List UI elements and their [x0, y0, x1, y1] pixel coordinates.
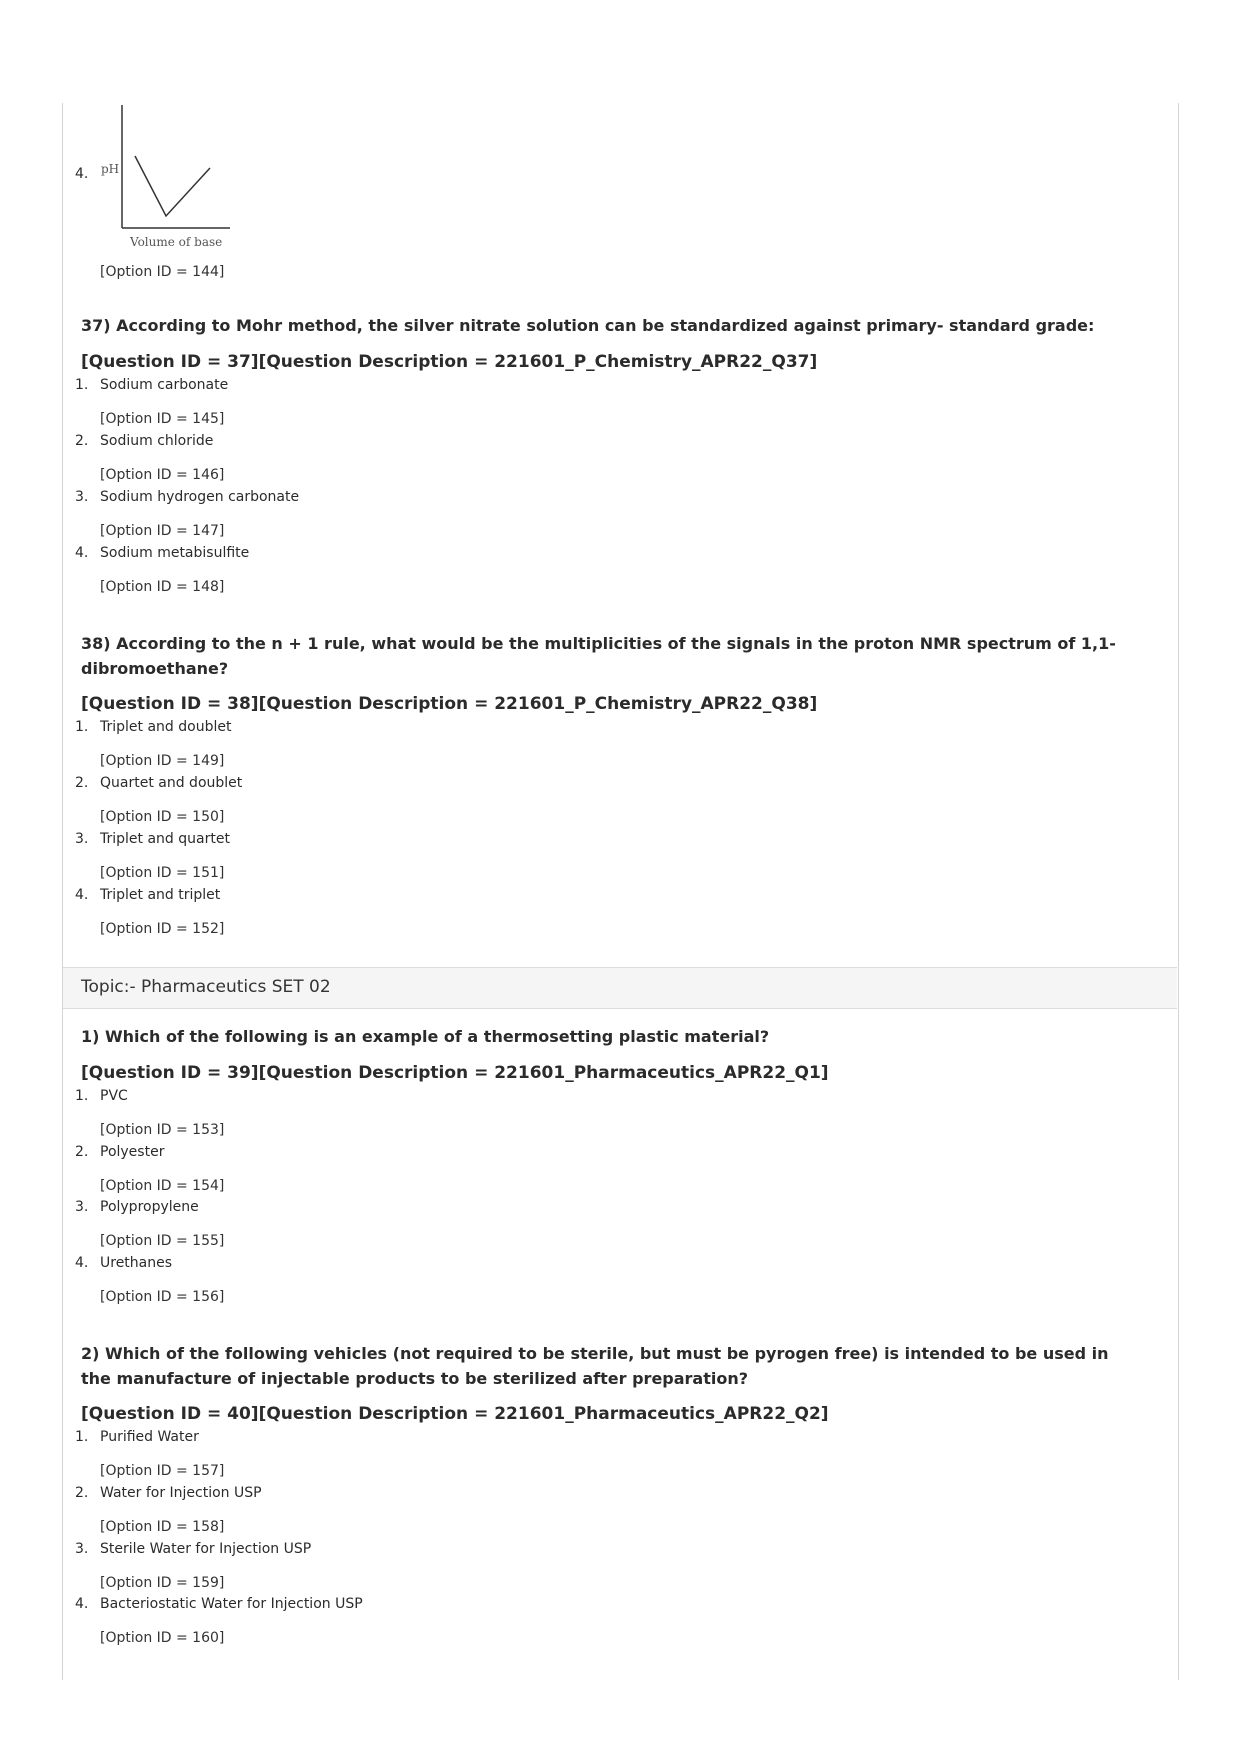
option-number: 3.: [75, 489, 89, 505]
curve: [135, 156, 210, 216]
option-text: Bacteriostatic Water for Injection USP: [100, 1596, 363, 1612]
question-id: [Question ID = 39][Question Description = 221601_Pharmaceutics_APR22_Q1]: [81, 1063, 829, 1083]
option-number: 2.: [75, 1485, 89, 1501]
question-id: [Question ID = 38][Question Description = 221601_P_Chemistry_APR22_Q38]: [81, 694, 818, 714]
option-number: 2.: [75, 775, 89, 791]
option-text: Sterile Water for Injection USP: [100, 1541, 312, 1557]
question-title: 2) Which of the following vehicles (not required to be sterile, but must be pyrogen free) is intended to be used in the manufacture of injectable products to be sterilized after preparation?: [81, 1344, 1109, 1388]
option-number: 1.: [75, 377, 89, 393]
option-text: Water for Injection USP: [100, 1485, 262, 1501]
option-number: 3.: [75, 1199, 89, 1215]
option-number: 4.: [75, 887, 89, 903]
option-number: 3.: [75, 831, 89, 847]
option-text: Sodium hydrogen carbonate: [100, 489, 300, 505]
topic-header: [63, 967, 1177, 1009]
option-number: 1.: [75, 1429, 89, 1445]
option-id: [Option ID = 153]: [100, 1122, 225, 1138]
option-number: 4.: [75, 1596, 89, 1612]
option-id: [Option ID = 144]: [100, 264, 225, 280]
option-number: 1.: [75, 719, 89, 735]
option-text: Sodium carbonate: [100, 377, 229, 393]
option-text: Triplet and doublet: [100, 719, 232, 735]
option-text: Sodium metabisulfite: [100, 545, 250, 561]
option-id: [Option ID = 154]: [100, 1178, 225, 1194]
question-title: 38) According to the n + 1 rule, what would be the multiplicities of the signals in the proton NMR spectrum of 1,1-dibromoethane?: [81, 634, 1116, 678]
option-number: 2.: [75, 1144, 89, 1160]
option-id: [Option ID = 160]: [100, 1630, 225, 1646]
option-text: Purified Water: [100, 1429, 199, 1445]
question-title: 1) Which of the following is an example of a thermosetting plastic material?: [81, 1027, 770, 1046]
option-text: Polyester: [100, 1144, 165, 1160]
option-number: 4.: [75, 545, 89, 561]
option-text: Triplet and quartet: [100, 831, 230, 847]
question-title: 37) According to Mohr method, the silver nitrate solution can be standardized against primary- standard grade:: [81, 316, 1095, 335]
question-id: [Question ID = 40][Question Description = 221601_Pharmaceutics_APR22_Q2]: [81, 1404, 829, 1424]
option-number: 1.: [75, 1088, 89, 1104]
option-id: [Option ID = 151]: [100, 865, 225, 881]
x-axis-label: Volume of base: [130, 235, 223, 249]
topic-title: Topic:- Pharmaceutics SET 02: [81, 977, 331, 997]
option-number: 3.: [75, 1541, 89, 1557]
option-id: [Option ID = 158]: [100, 1519, 225, 1535]
titration-curve-figure: [75, 103, 245, 253]
option-text: Polypropylene: [100, 1199, 199, 1215]
option-number: 4.: [75, 166, 89, 182]
option-id: [Option ID = 150]: [100, 809, 225, 825]
option-text: Sodium chloride: [100, 433, 214, 449]
option-id: [Option ID = 145]: [100, 411, 225, 427]
question-id: [Question ID = 37][Question Description = 221601_P_Chemistry_APR22_Q37]: [81, 352, 818, 372]
page-frame: [62, 103, 1179, 1680]
option-id: [Option ID = 156]: [100, 1289, 225, 1305]
option-number: 2.: [75, 433, 89, 449]
option-text: PVC: [100, 1088, 128, 1104]
option-text: Quartet and doublet: [100, 775, 243, 791]
option-id: [Option ID = 149]: [100, 753, 225, 769]
option-number: 4.: [75, 1255, 89, 1271]
option-id: [Option ID = 147]: [100, 523, 225, 539]
option-id: [Option ID = 155]: [100, 1233, 225, 1249]
option-id: [Option ID = 146]: [100, 467, 225, 483]
option-id: [Option ID = 148]: [100, 579, 225, 595]
option-text: Urethanes: [100, 1255, 173, 1271]
y-axis-label: pH: [101, 162, 120, 176]
option-id: [Option ID = 159]: [100, 1575, 225, 1591]
option-text: Triplet and triplet: [100, 887, 221, 903]
option-id: [Option ID = 157]: [100, 1463, 225, 1479]
option-id: [Option ID = 152]: [100, 921, 225, 937]
